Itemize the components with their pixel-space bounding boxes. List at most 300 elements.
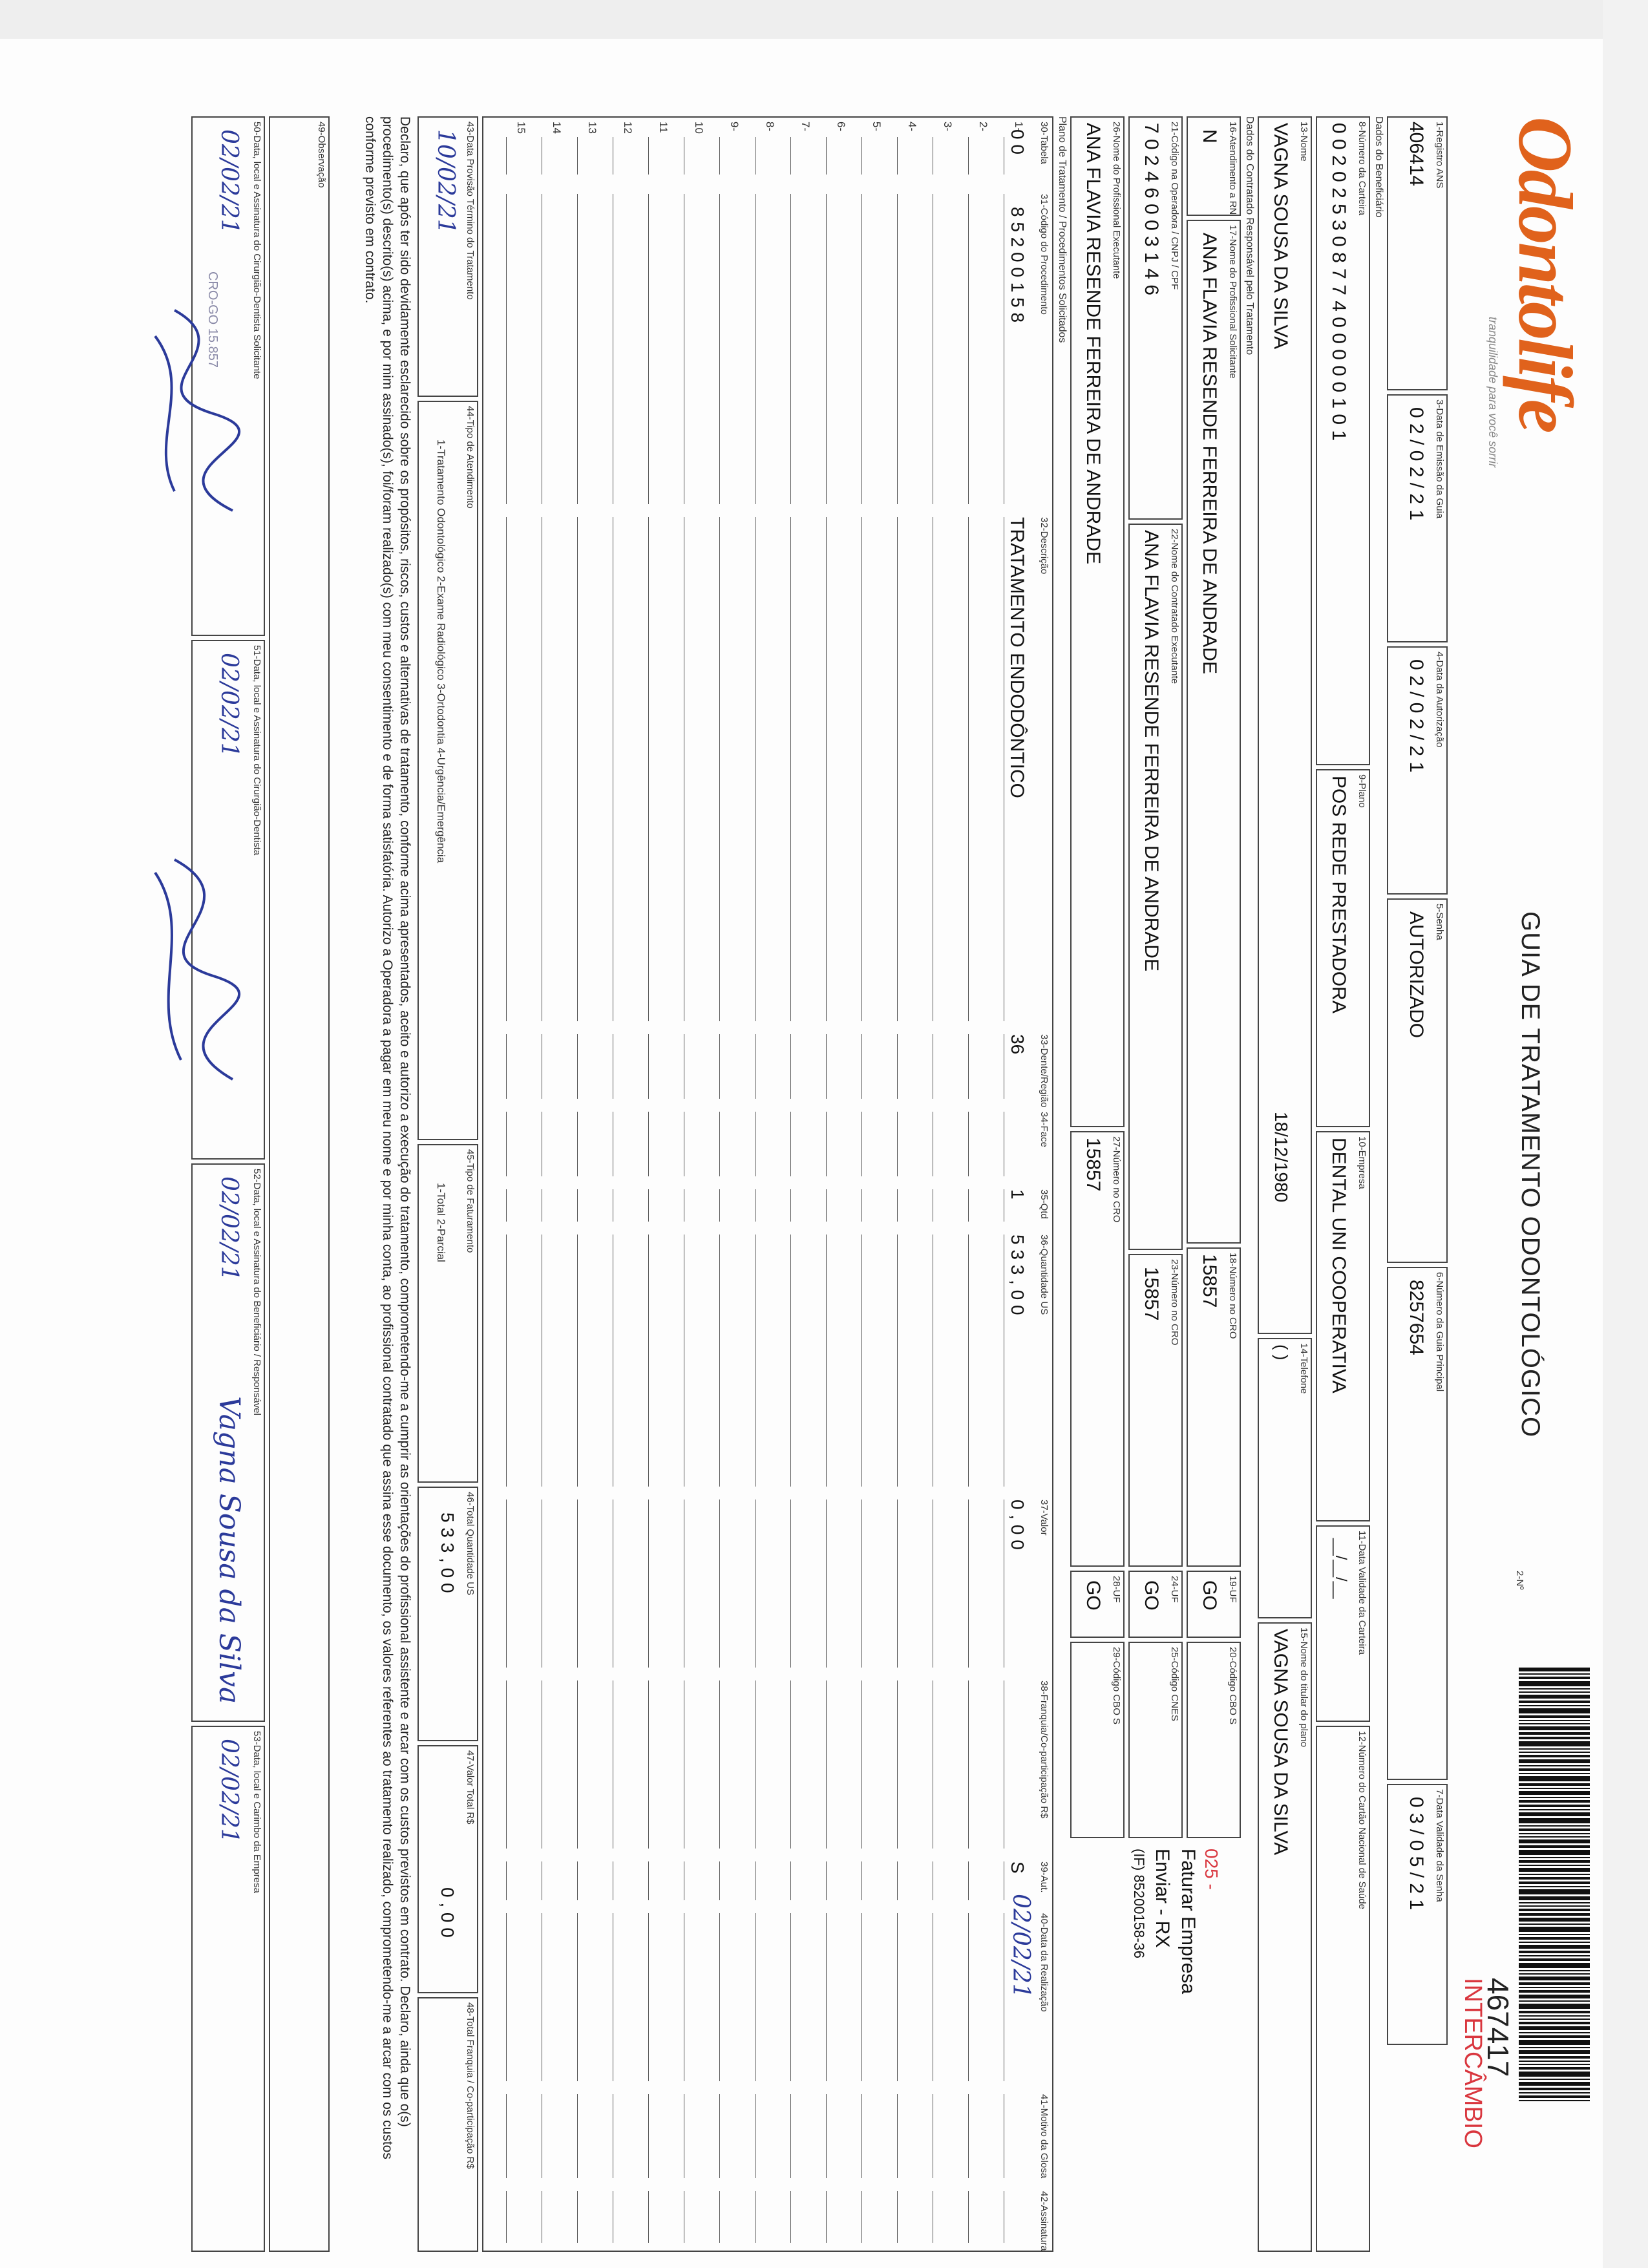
tipo-fat-options: 1-Total 2-Parcial xyxy=(435,1183,447,1262)
table-cell xyxy=(897,1189,914,1222)
table-cell xyxy=(613,1235,630,1487)
table-cell xyxy=(861,1913,879,2081)
table-cell xyxy=(613,517,630,1021)
row1-codigo: 8 5 2 0 0 1 5 8 xyxy=(1008,207,1028,323)
table-cell xyxy=(826,2094,843,2178)
tipo-atend-options: 1-Tratamento Odontológico 2-Exame Radiológico 3-Ortodontia 4-Urgência/Emergência xyxy=(435,440,447,864)
sig50-label: 50-Data, local e Assinatura do Cirurgião-Dentista Solicitante xyxy=(251,122,262,379)
previsao-value: 10/02/21 xyxy=(432,129,459,234)
cnes25-label: 25-Código CNES xyxy=(1169,1647,1180,1722)
cro18-value: 15857 xyxy=(1199,1254,1220,1308)
table-cell xyxy=(968,1913,986,2081)
table-cell xyxy=(933,1034,950,1099)
table-cell xyxy=(790,1680,808,1849)
barcode-bar xyxy=(1519,1874,1590,1875)
table-cell xyxy=(613,1189,630,1222)
table-cell xyxy=(755,517,772,1021)
table-cell xyxy=(613,1680,630,1849)
page-title: GUIA DE TRATAMENTO ODONTOLÓGICO xyxy=(1516,911,1545,1438)
table-cell xyxy=(897,1034,914,1099)
validade-carteira-label: 11-Data Validade da Carteira xyxy=(1357,1531,1368,1655)
table-cell xyxy=(1004,2191,1021,2243)
table-cell xyxy=(826,1680,843,1849)
table-cell xyxy=(684,1034,701,1099)
table-cell xyxy=(506,517,523,1021)
prof-exec-value: ANA FLAVIA RESENDE FERREIRA DE ANDRADE xyxy=(1083,123,1104,564)
barcode-bar xyxy=(1519,1809,1590,1810)
barcode-bar xyxy=(1519,1681,1590,1686)
table-cell xyxy=(968,2191,986,2243)
procedures-header-cell: 32-Descrição xyxy=(1039,517,1050,575)
cbo29-label: 29-Código CBO S xyxy=(1111,1647,1122,1725)
barcode-bar xyxy=(1519,1973,1590,1975)
table-cell xyxy=(577,1235,595,1487)
table-cell xyxy=(861,2191,879,2243)
prof-solicitante-value: ANA FLAVIA RESENDE FERREIRA DE ANDRADE xyxy=(1199,233,1220,674)
table-cell xyxy=(719,2191,737,2243)
procedures-header-cell: 40-Data da Realização xyxy=(1039,1913,1050,2012)
declaration-text: Declaro, que após ter sido devidamente esclarecido sobre os propósitos, riscos, custos e alternativas de tratamento, conforme acima apresentados, aceito e autorizo a execução do tratamento, comprometendo-me a cumprir as orientações do profissional assistente e arcar com os custos previstos em contrato. Declaro, ainda que o(s) procedimento(s) descrito(s) acima, e por mim assinado(s), foi/foram realizado(s) com meu consentimento e de forma satisfatória. Autorizo a Operadora a pagar em meu nome e por minha conta, ao profissional contratado que assina esse documento, os valores referentes ao tratamento realizado, comprometendo-me a arcar com os custos conforme previsto em contrato. xyxy=(363,116,412,2159)
barcode-bar xyxy=(1519,2047,1590,2048)
barcode-bar xyxy=(1519,1677,1590,1679)
barcode-bar xyxy=(1519,1828,1590,1831)
barcode-bar xyxy=(1519,1868,1590,1872)
table-cell xyxy=(648,1861,666,1900)
table-cell xyxy=(968,1112,986,1176)
table-cell xyxy=(648,1680,666,1849)
table-cell xyxy=(542,1861,559,1900)
total-us-value: 5 3 3 , 0 0 xyxy=(438,1512,458,1593)
tipo-atend-label: 44-Tipo de Atendimento xyxy=(465,406,476,509)
table-cell xyxy=(577,2191,595,2243)
table-cell xyxy=(933,517,950,1021)
barcode-bar xyxy=(1519,1668,1590,1671)
table-cell xyxy=(506,2094,523,2178)
table-cell xyxy=(542,517,559,1021)
table-cell xyxy=(861,137,879,175)
contratado-exec-label: 22-Nome do Contratado Executante xyxy=(1169,529,1180,684)
barcode-bar xyxy=(1519,1812,1590,1816)
barcode-bar xyxy=(1519,1688,1590,1690)
table-cell xyxy=(1004,2094,1021,2178)
barcode-bar xyxy=(1519,2032,1590,2033)
barcode-bar xyxy=(1519,1805,1590,1807)
table-cell xyxy=(933,1235,950,1487)
table-cell xyxy=(861,1034,879,1099)
total-franquia-label: 48-Total Franquia / Co-participação R$ xyxy=(465,2002,476,2169)
table-cell xyxy=(1004,1680,1021,1849)
barcode-bar xyxy=(1519,1776,1590,1781)
table-cell xyxy=(790,2191,808,2243)
table-cell xyxy=(684,2094,701,2178)
procedures-header-cell: 36-Quantidade US xyxy=(1039,1235,1050,1315)
sig51-label: 51-Data, local e Assinatura do Cirurgião-Dentista xyxy=(251,645,262,856)
table-cell xyxy=(613,2094,630,2178)
table-cell xyxy=(755,194,772,504)
barcode-bar xyxy=(1519,2092,1590,2093)
table-cell xyxy=(542,1189,559,1222)
procedures-header-cell: 39-Aut. xyxy=(1039,1861,1050,1893)
table-cell xyxy=(577,517,595,1021)
table-cell xyxy=(755,1500,772,1668)
registro-ans-value: 406414 xyxy=(1406,122,1427,187)
barcode-bar xyxy=(1519,2000,1590,2002)
table-cell xyxy=(755,137,772,175)
cartao-nacional-label: 12-Número do Cartão Nacional de Saúde xyxy=(1357,1731,1368,1909)
validade-senha-value: 0 3 / 0 5 / 2 1 xyxy=(1406,1797,1427,1911)
table-cell xyxy=(613,2191,630,2243)
observacao-label: 49-Observação xyxy=(316,122,327,188)
table-cell xyxy=(577,1034,595,1099)
table-cell xyxy=(897,1112,914,1176)
barcode-bar xyxy=(1519,2011,1590,2013)
table-cell xyxy=(933,2094,950,2178)
row-number: 14 xyxy=(551,122,563,134)
row-number: 9- xyxy=(728,122,741,132)
cro23-label: 23-Número no CRO xyxy=(1169,1259,1180,1346)
telefone-value: ( ) xyxy=(1272,1344,1291,1361)
table-cell xyxy=(968,1235,986,1487)
validade-carteira-value: __/__/__ xyxy=(1332,1538,1349,1599)
table-cell xyxy=(790,1235,808,1487)
barcode-bar xyxy=(1519,1977,1590,1980)
sig53-label: 53-Data, local e Carimbo da Empresa xyxy=(251,1731,262,1893)
table-cell xyxy=(542,1112,559,1176)
previsao-label: 43-Data Provisão Término do Tratamento xyxy=(465,122,476,300)
beneficiary-signature: Vagna Sousa da Silva xyxy=(213,1396,246,1704)
table-cell xyxy=(826,1235,843,1487)
table-cell xyxy=(719,1189,737,1222)
barcode-bar xyxy=(1519,1963,1590,1968)
nome-label: 13-Nome xyxy=(1298,122,1309,162)
table-cell xyxy=(542,1034,559,1099)
guia-principal-label: 6-Número da Guia Principal xyxy=(1434,1272,1445,1392)
barcode-bar xyxy=(1519,1748,1590,1750)
carteira-label: 8-Número da Carteira xyxy=(1357,122,1368,216)
table-cell xyxy=(933,1500,950,1668)
table-cell xyxy=(897,1680,914,1849)
table-cell xyxy=(826,1112,843,1176)
table-cell xyxy=(826,1034,843,1099)
table-cell xyxy=(861,1680,879,1849)
table-cell xyxy=(719,2094,737,2178)
sig52-label: 52-Data, local e Assinatura do Beneficiário / Responsável xyxy=(251,1169,262,1415)
table-cell xyxy=(648,1034,666,1099)
row1-descricao: TRATAMENTO ENDODÔNTICO xyxy=(1006,517,1028,798)
empresa-value: DENTAL UNI COOPERATIVA xyxy=(1328,1138,1349,1394)
procedures-header-cell: 30-Tabela xyxy=(1039,122,1050,164)
table-cell xyxy=(577,1112,595,1176)
table-cell xyxy=(719,1235,737,1487)
table-cell xyxy=(897,137,914,175)
table-cell xyxy=(684,1680,701,1849)
table-cell xyxy=(648,137,666,175)
cro-stamp: CRO-GO 15.857 xyxy=(206,271,220,368)
titular-label: 15-Nome do titular do plano xyxy=(1298,1627,1309,1748)
table-cell xyxy=(826,517,843,1021)
table-cell xyxy=(897,2094,914,2178)
row-number: 4- xyxy=(906,122,918,132)
table-cell xyxy=(613,1112,630,1176)
table-cell xyxy=(790,137,808,175)
data-emissao-value: 0 2 / 0 2 / 2 1 xyxy=(1406,407,1427,521)
data-autorizacao-value: 0 2 / 0 2 / 2 1 xyxy=(1406,659,1427,773)
row1-qtd: 1 xyxy=(1008,1189,1028,1200)
table-cell xyxy=(826,1913,843,2081)
table-cell xyxy=(755,2191,772,2243)
table-cell xyxy=(684,1235,701,1487)
barcode-bar xyxy=(1519,2026,1590,2030)
row-number: 6- xyxy=(835,122,847,132)
table-cell xyxy=(506,1112,523,1176)
table-cell xyxy=(826,1189,843,1222)
table-cell xyxy=(613,1034,630,1099)
codigo-operadora-label: 21-Código na Operadora / CNPJ / CPF xyxy=(1169,122,1180,290)
barcode-bar xyxy=(1519,2019,1590,2020)
table-cell xyxy=(506,1680,523,1849)
table-cell xyxy=(933,194,950,504)
barcode-bar xyxy=(1519,2064,1590,2065)
table-cell xyxy=(1004,1112,1021,1176)
table-cell xyxy=(897,1913,914,2081)
barcode-bar xyxy=(1519,1970,1590,1971)
row-number: 3- xyxy=(942,122,954,132)
table-cell xyxy=(861,1235,879,1487)
table-cell xyxy=(613,1913,630,2081)
nascimento-value: 18/12/1980 xyxy=(1271,1112,1291,1203)
table-cell xyxy=(755,1680,772,1849)
table-cell xyxy=(897,194,914,504)
barcode-bar xyxy=(1519,2056,1590,2059)
table-cell xyxy=(933,1913,950,2081)
barcode-bar xyxy=(1519,1797,1590,1798)
total-valor-label: 47-Valor Total R$ xyxy=(465,1750,476,1825)
barcode-bar xyxy=(1519,1705,1590,1706)
barcode-bar xyxy=(1519,1773,1590,1774)
table-cell xyxy=(755,1235,772,1487)
table-cell xyxy=(933,137,950,175)
table-cell xyxy=(577,1913,595,2081)
table-cell xyxy=(755,1112,772,1176)
barcode-bar xyxy=(1519,1942,1590,1943)
empresa-label: 10-Empresa xyxy=(1357,1136,1368,1189)
barcode-bar xyxy=(1519,2022,1590,2024)
table-cell xyxy=(933,1189,950,1222)
barcode xyxy=(1519,1668,1590,2198)
table-cell xyxy=(790,1189,808,1222)
contratado-exec-value: ANA FLAVIA RESENDE FERREIRA DE ANDRADE xyxy=(1141,530,1162,971)
row-number: 10 xyxy=(693,122,705,134)
table-cell xyxy=(968,1680,986,1849)
barcode-bar xyxy=(1519,2035,1590,2038)
table-cell xyxy=(648,2191,666,2243)
table-cell xyxy=(861,1189,879,1222)
barcode-bar xyxy=(1519,1918,1590,1922)
table-cell xyxy=(506,1500,523,1668)
table-cell xyxy=(684,1500,701,1668)
table-cell xyxy=(933,1861,950,1900)
section-beneficiario: Dados do Beneficiário xyxy=(1373,116,1384,218)
barcode-bar xyxy=(1519,1701,1590,1703)
table-cell xyxy=(542,1500,559,1668)
table-cell xyxy=(684,1112,701,1176)
barcode-bar xyxy=(1519,2072,1590,2077)
table-cell xyxy=(790,1913,808,2081)
row-number: 2- xyxy=(977,122,989,132)
table-cell xyxy=(648,1500,666,1668)
intercambio-label: INTERCÂMBIO xyxy=(1459,1978,1486,2148)
sig53-date: 02/02/21 xyxy=(216,1739,242,1843)
uf19-value: GO xyxy=(1199,1580,1220,1611)
table-cell xyxy=(968,1861,986,1900)
barcode-bar xyxy=(1519,1990,1590,1993)
table-cell xyxy=(968,517,986,1021)
table-cell xyxy=(648,2094,666,2178)
table-cell xyxy=(506,194,523,504)
barcode-bar xyxy=(1519,2061,1590,2062)
plano-value: POS REDE PRESTADORA xyxy=(1328,776,1349,1013)
barcode-bar xyxy=(1519,2050,1590,2054)
barcode-bar xyxy=(1519,1715,1590,1718)
barcode-bar xyxy=(1519,1818,1590,1823)
barcode-bar xyxy=(1519,1905,1590,1907)
table-cell xyxy=(648,1189,666,1222)
table-cell xyxy=(542,2094,559,2178)
barcode-bar xyxy=(1519,1886,1590,1887)
sig50-date: 02/02/21 xyxy=(216,129,242,234)
prof-exec-label: 26-Nome do Profissional Executante xyxy=(1111,122,1122,279)
table-cell xyxy=(542,2191,559,2243)
table-cell xyxy=(577,194,595,504)
senha-value: AUTORIZADO xyxy=(1406,911,1427,1039)
table-cell xyxy=(506,1235,523,1487)
table-cell xyxy=(897,1235,914,1487)
cro27-value: 15857 xyxy=(1083,1138,1104,1192)
row-number: 7- xyxy=(799,122,812,132)
table-cell xyxy=(790,2094,808,2178)
observacao-box xyxy=(269,116,330,2252)
table-cell xyxy=(684,137,701,175)
table-cell xyxy=(613,137,630,175)
table-cell xyxy=(755,1034,772,1099)
table-cell xyxy=(506,137,523,175)
procedures-header-cell: 33-Dente/Região xyxy=(1039,1034,1050,1108)
barcode-bar xyxy=(1519,2095,1590,2098)
barcode-bar xyxy=(1519,1732,1590,1735)
barcode-bar xyxy=(1519,1759,1590,1763)
guia-principal-value: 8257654 xyxy=(1406,1280,1427,1355)
table-cell xyxy=(790,194,808,504)
table-cell xyxy=(968,194,986,504)
barcode-bar xyxy=(1519,1752,1590,1753)
table-cell xyxy=(542,137,559,175)
table-cell xyxy=(755,1913,772,2081)
barcode-bar xyxy=(1519,1927,1590,1932)
table-cell xyxy=(826,137,843,175)
telefone-label: 14-Telefone xyxy=(1298,1343,1309,1394)
table-cell xyxy=(755,2094,772,2178)
row1-tabela: 0 0 xyxy=(1008,129,1028,154)
table-cell xyxy=(506,1861,523,1900)
dentist-signature-2 xyxy=(116,847,278,1105)
barcode-bar xyxy=(1519,1889,1590,1894)
barcode-bar xyxy=(1519,2079,1590,2080)
table-cell xyxy=(719,194,737,504)
table-cell xyxy=(684,517,701,1021)
barcode-bar xyxy=(1519,1958,1590,1961)
table-cell xyxy=(506,1189,523,1222)
table-cell xyxy=(719,1680,737,1849)
barcode-bar xyxy=(1519,2067,1590,2070)
table-cell xyxy=(542,1913,559,2081)
table-cell xyxy=(577,1861,595,1900)
table-cell xyxy=(506,1034,523,1099)
note-if: (IF) 85200158-36 xyxy=(1131,1849,1147,1958)
table-cell xyxy=(542,194,559,504)
table-cell xyxy=(719,1034,737,1099)
barcode-bar xyxy=(1519,1937,1590,1940)
barcode-bar xyxy=(1519,1934,1590,1935)
table-cell xyxy=(897,1861,914,1900)
table-cell xyxy=(826,1500,843,1668)
table-cell xyxy=(897,2191,914,2243)
barcode-bar xyxy=(1519,1726,1590,1730)
section-procedimentos: Plano de Tratamento / Procedimentos Solicitados xyxy=(1057,116,1068,343)
tipo-fat-label: 45-Tipo de Faturamento xyxy=(465,1149,476,1253)
table-cell xyxy=(790,1500,808,1668)
barcode-bar xyxy=(1519,2082,1590,2086)
row-number: 15 xyxy=(515,122,527,134)
table-cell xyxy=(968,1034,986,1099)
barcode-bar xyxy=(1519,1737,1590,1739)
barcode-bar xyxy=(1519,1951,1590,1953)
dentist-signature-1 xyxy=(110,297,271,556)
odontolife-logo: Odontolife xyxy=(1503,116,1589,431)
logo-tagline: tranquilidade para você sorrir xyxy=(1486,317,1499,468)
row-number: 12 xyxy=(622,122,634,134)
table-cell xyxy=(684,1189,701,1222)
barcode-bar xyxy=(1519,1987,1590,1988)
barcode-bar xyxy=(1519,1955,1590,1956)
total-valor-value: 0 , 0 0 xyxy=(438,1887,458,1938)
table-cell xyxy=(684,1913,701,2081)
senha-label: 5-Senha xyxy=(1434,904,1445,940)
row-number: 8- xyxy=(764,122,776,132)
table-cell xyxy=(542,1235,559,1487)
barcode-bar xyxy=(1519,1860,1590,1863)
carteira-value: 0 0 2 0 2 5 3 0 8 7 7 4 0 0 0 0 0 1 0 1 xyxy=(1328,123,1349,441)
table-cell xyxy=(613,1500,630,1668)
barcode-bar xyxy=(1519,1857,1590,1858)
data-autorizacao-label: 4-Data da Autorização xyxy=(1434,652,1445,748)
atend-rn-value: N xyxy=(1199,129,1220,143)
sig52-date: 02/02/21 xyxy=(216,1176,242,1281)
validade-senha-label: 7-Data Validade da Senha xyxy=(1434,1789,1445,1902)
barcode-bar xyxy=(1519,2015,1590,2017)
uf24-label: 24-UF xyxy=(1169,1576,1180,1603)
table-cell xyxy=(648,517,666,1021)
table-cell xyxy=(968,1500,986,1668)
barcode-bar xyxy=(1519,1924,1590,1925)
table-cell xyxy=(861,1112,879,1176)
table-cell xyxy=(861,1861,879,1900)
tipo-atend-box xyxy=(417,401,478,1140)
table-cell xyxy=(719,1913,737,2081)
barcode-bar xyxy=(1519,1836,1590,1838)
row-number: 5- xyxy=(871,122,883,132)
guide-number-label: 2-Nº xyxy=(1514,1571,1525,1590)
table-cell xyxy=(684,1861,701,1900)
